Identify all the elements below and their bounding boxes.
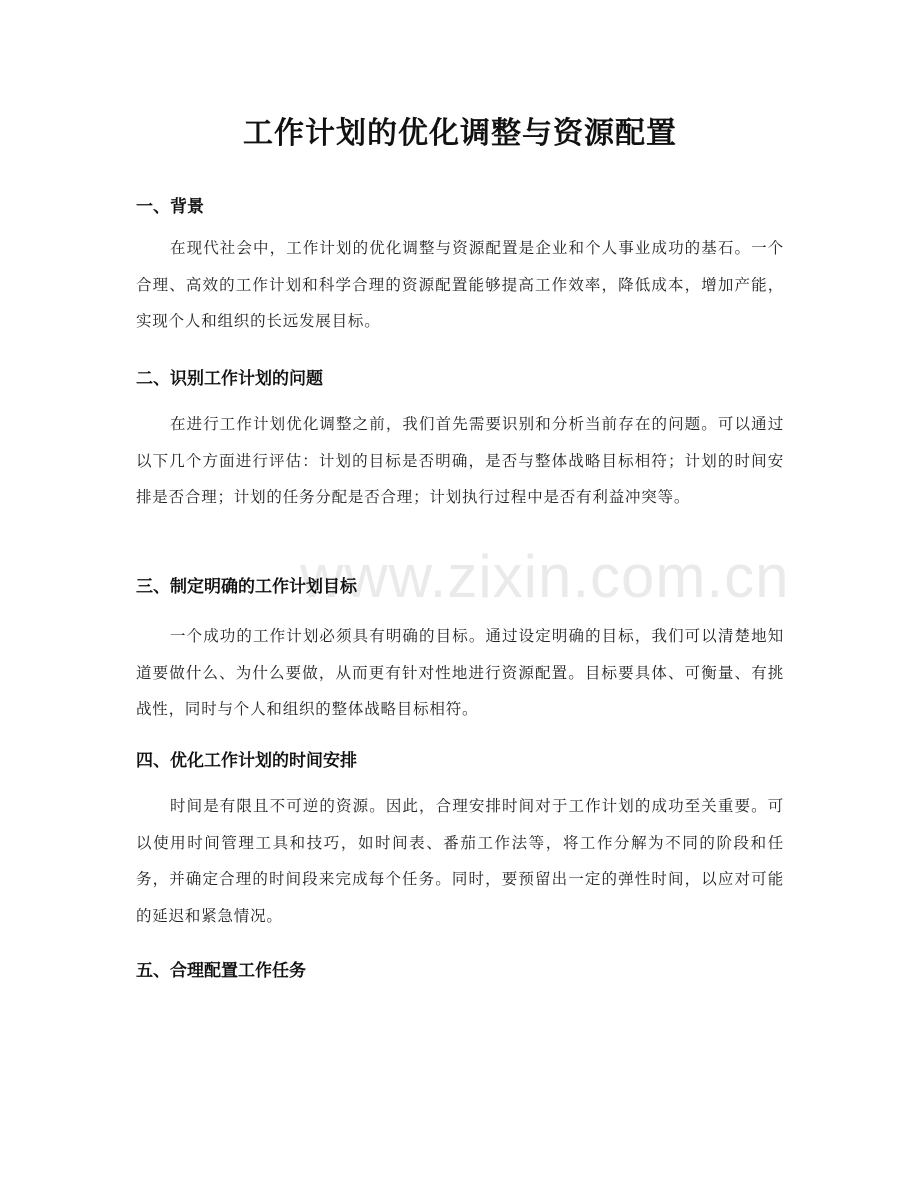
section-heading-time-schedule: 四、优化工作计划的时间安排 — [136, 751, 357, 771]
section-paragraph-time-schedule: 时间是有限且不可逆的资源。因此，合理安排时间对于工作计划的成功至关重要。可以使用时间管理工具和技巧，如时间表、番茄工作法等，将工作分解为不同的阶段和任务，并确定合理的时间段来完成每个任务。同时，要预留出一定的弹性时间，以应对可能的延迟和紧急情况。 — [136, 797, 784, 925]
watermark: www.zixin.com.cn — [300, 543, 790, 610]
page-title: 工作计划的优化调整与资源配置 — [243, 116, 677, 151]
section-heading-background: 一、背景 — [136, 197, 204, 217]
section-paragraph-goals: 一个成功的工作计划必须具有明确的目标。通过设定明确的目标，我们可以清楚地知道要做什么、为什么要做，从而更有针对性地进行资源配置。目标要具体、可衡量、有挑战性，同时与个人和组织的整体战略目标相符。 — [136, 627, 784, 718]
section-heading-identify-problems: 二、识别工作计划的问题 — [136, 369, 323, 389]
section-paragraph-background: 在现代社会中，工作计划的优化调整与资源配置是企业和个人事业成功的基石。一个合理、高效的工作计划和科学合理的资源配置能够提高工作效率，降低成本，增加产能，实现个人和组织的长远发展目标。 — [136, 239, 784, 330]
section-paragraph-identify-problems: 在进行工作计划优化调整之前，我们首先需要识别和分析当前存在的问题。可以通过以下几个方面进行评估：计划的目标是否明确，是否与整体战略目标相符；计划的时间安排是否合理；计划的任务分配是否合理；计划执行过程中是否有利益冲突等。 — [136, 415, 784, 506]
section-heading-task-allocation: 五、合理配置工作任务 — [136, 961, 306, 981]
section-heading-goals: 三、制定明确的工作计划目标 — [136, 577, 357, 597]
